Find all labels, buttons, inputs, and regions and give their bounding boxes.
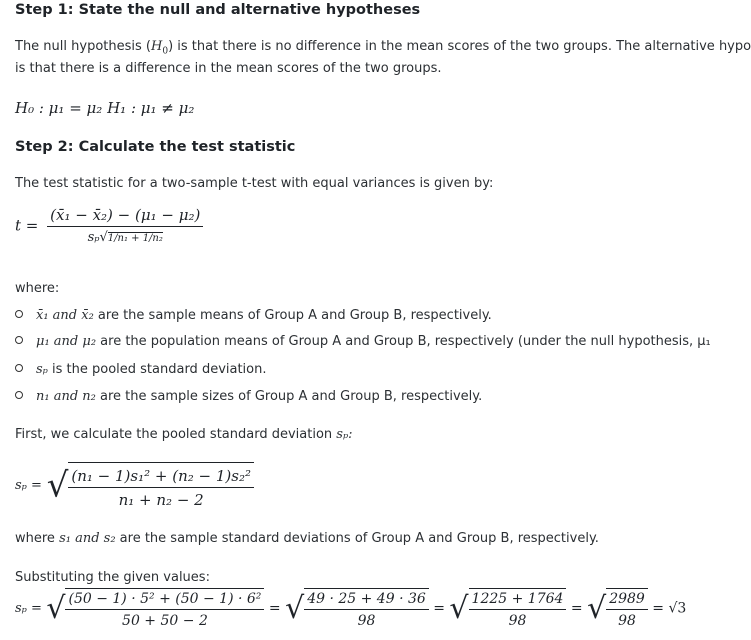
sub-fraction4-numerator: 2989 — [606, 591, 648, 610]
step1-paragraph-line2: is that there is a difference in the mean scores of the two groups. — [15, 61, 442, 76]
hypotheses-equation: H₀ : μ₁ = μ₂ H₁ : μ₁ ≠ μ₂ — [15, 99, 195, 117]
pooled-sd-formula: sₚ = √ $\frac{\text{(n₁ − 1)s₁² + (n₂ − 1)s₂²}}{\text{n₁ + n₂ − 2}}$ — [15, 462, 254, 509]
test-statistic-intro: The test statistic for a two-sample t-test with equal variances is given by: — [15, 176, 494, 191]
list-item: sₚ is the pooled standard deviation. — [15, 362, 267, 377]
t-formula-radicand: 1/n₁ + 1/n₂ — [107, 233, 163, 244]
pooled-sd-intro: First, we calculate the pooled standard deviation sₚ: — [15, 427, 353, 442]
sp-formula-numerator: (n₁ − 1)s₁² + (n₂ − 1)s₂² — [68, 467, 254, 488]
sub-fraction1-denominator: 50 + 50 − 2 — [122, 613, 208, 629]
step1-heading: Step 1: State the null and alternative hypotheses — [15, 2, 421, 18]
sub-fraction3-numerator: 1225 + 1764 — [469, 591, 567, 610]
list-item: x̄₁ and x̄₂ are the sample means of Group A and Group B, respectively. — [15, 308, 492, 323]
substitution-formula: sₚ = √ $\frac{\text{(50 − 1) · 5² + (50 − 1) · 6²}}{50 + 50 - 2}$ = √ $\frac{49 \cdot 25 + 49 \cdot 36}{98}$ = √ $\frac{1225 + 1764}{98}$ = √ $\frac{2989}{98}$ = √3 — [15, 588, 686, 629]
step2-heading: Step 2: Calculate the test statistic — [15, 139, 296, 155]
step1-paragraph-line1: The null hypothesis $(H_0)$ is that there is no difference in the mean scores of the two groups. The alternative hypo — [15, 39, 751, 57]
sub-tail: = √3 — [652, 600, 687, 617]
where-label: where: — [15, 281, 60, 296]
list-item: n₁ and n₂ are the sample sizes of Group A and Group B, respectively. — [15, 389, 482, 404]
sub-fraction3-denominator: 98 — [508, 613, 527, 629]
sub-fraction1-numerator: (50 − 1) · 5² + (50 − 1) · 6² — [65, 591, 264, 610]
sp-formula-denominator: n₁ + n₂ − 2 — [118, 491, 204, 509]
t-statistic-formula: t = $\frac{\text{(x̄₁ − x̄₂) − (μ₁ − μ₂)}}{\text{sₚ√1/n₁ + 1/n₂}}$ — [15, 206, 203, 245]
substituting-label: Substituting the given values: — [15, 570, 210, 585]
sub-fraction2-denominator: 98 — [357, 613, 376, 629]
sub-fraction4-denominator: 98 — [618, 613, 636, 629]
t-formula-sp: sₚ — [87, 230, 100, 245]
t-formula-numerator: (x̄₁ − x̄₂) − (μ₁ − μ₂) — [47, 206, 203, 227]
list-item: μ₁ and μ₂ are the population means of Group A and Group B, respectively (under the null hypothesis, μ₁ — [15, 334, 711, 349]
sample-sd-explanation: where s₁ and s₂ are the sample standard deviations of Group A and Group B, respectively. — [15, 531, 599, 546]
sub-fraction2-numerator: 49 · 25 + 49 · 36 — [304, 591, 429, 610]
